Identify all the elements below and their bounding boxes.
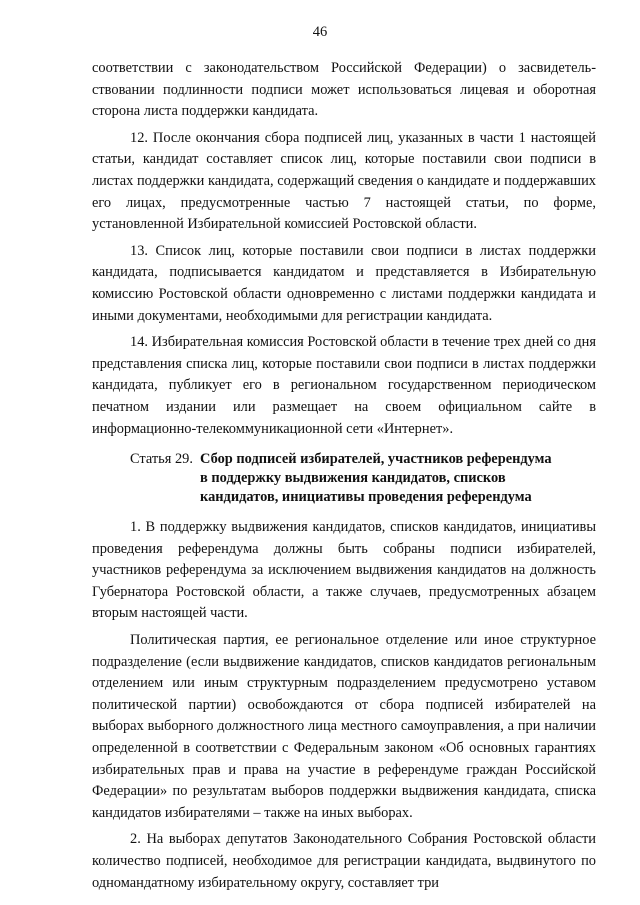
paragraph-part-12: 12. После окончания сбора подписей лиц, указанных в части 1 настоящей статьи, кандидат составляет список лиц, которые поставили свои подписи в листах поддержки кандидата, содержащий сведения о кандидате и поддержавших его лицах, предусмотренные частью 7 настоящей статьи, по форме, установленной Избирательной комиссией Ростовской области. xyxy=(92,129,596,233)
paragraph-party-exemption: Политическая партия, ее региональное отделение или иное структурное подразделение (если выдвижение кандидатов, списков кандидатов региональным отделением или иным структурным подразделением предусмотрено уставом политической партии) освобождаются от сбора подписей избирателей на выборах выборного должностного лица местного самоуправления, а при наличии определенной в соответствии с Федеральным законом «Об основных гарантиях избирательных прав и права на участие в референдуме граждан Российской Федерации» по результатам выборов поддержки выдвижения кандидата, списка кандидатов избирателями – также на иных выборах. xyxy=(92,632,596,821)
paragraph-part-14: 14. Избирательная комиссия Ростовской области в течение трех дней со дня представления списка лиц, которые поставили свои подписи в листах поддержки кандидата, публикует его в региональном государственном периодическом печатном издании или размещает на своем официальном сайте в информационно-телекоммуникационной сети «Интернет». xyxy=(92,334,596,437)
article-title-line-1: Сбор подписей избирателей, участников референдума xyxy=(200,451,552,468)
page-number: 46 xyxy=(312,24,328,40)
article-heading xyxy=(92,450,596,507)
article-label: Статья 29. xyxy=(130,451,193,468)
paragraph-part-2: 2. На выборах депутатов Законодательного Собрания Ростовской области количество подписей, необходимое для регистрации кандидата, выдвинутого по одномандатному избирательному округу, составляет три xyxy=(92,831,596,891)
article-title-line-2: в поддержку выдвижения кандидатов, списков xyxy=(200,470,506,487)
article-title-line-3: кандидатов, инициативы проведения референдума xyxy=(200,489,532,506)
document-body xyxy=(92,58,596,899)
paragraph-part-1: 1. В поддержку выдвижения кандидатов, списков кандидатов, инициативы проведения референдума должны быть собраны подписи избирателей, участников референдума за исключением выдвижения кандидатов на должность Губернатора Ростовской области, а также случаев, предусмотренных абзацем вторым настоящей части. xyxy=(92,519,596,622)
paragraph-part-13: 13. Список лиц, которые поставили свои подписи в листах поддержки кандидата, подписывается кандидатом и представляется в Избирательную комиссию Ростовской области одновременно с листами поддержки кандидата и иными документами, необходимыми для регистрации кандидата. xyxy=(92,242,596,324)
paragraph-continuation: соответствии с законодательством Российской Федерации) о засвидетельствовании подлинности подписи может использоваться лицевая и оборотная сторона листа поддержки кандидата. xyxy=(92,60,596,120)
